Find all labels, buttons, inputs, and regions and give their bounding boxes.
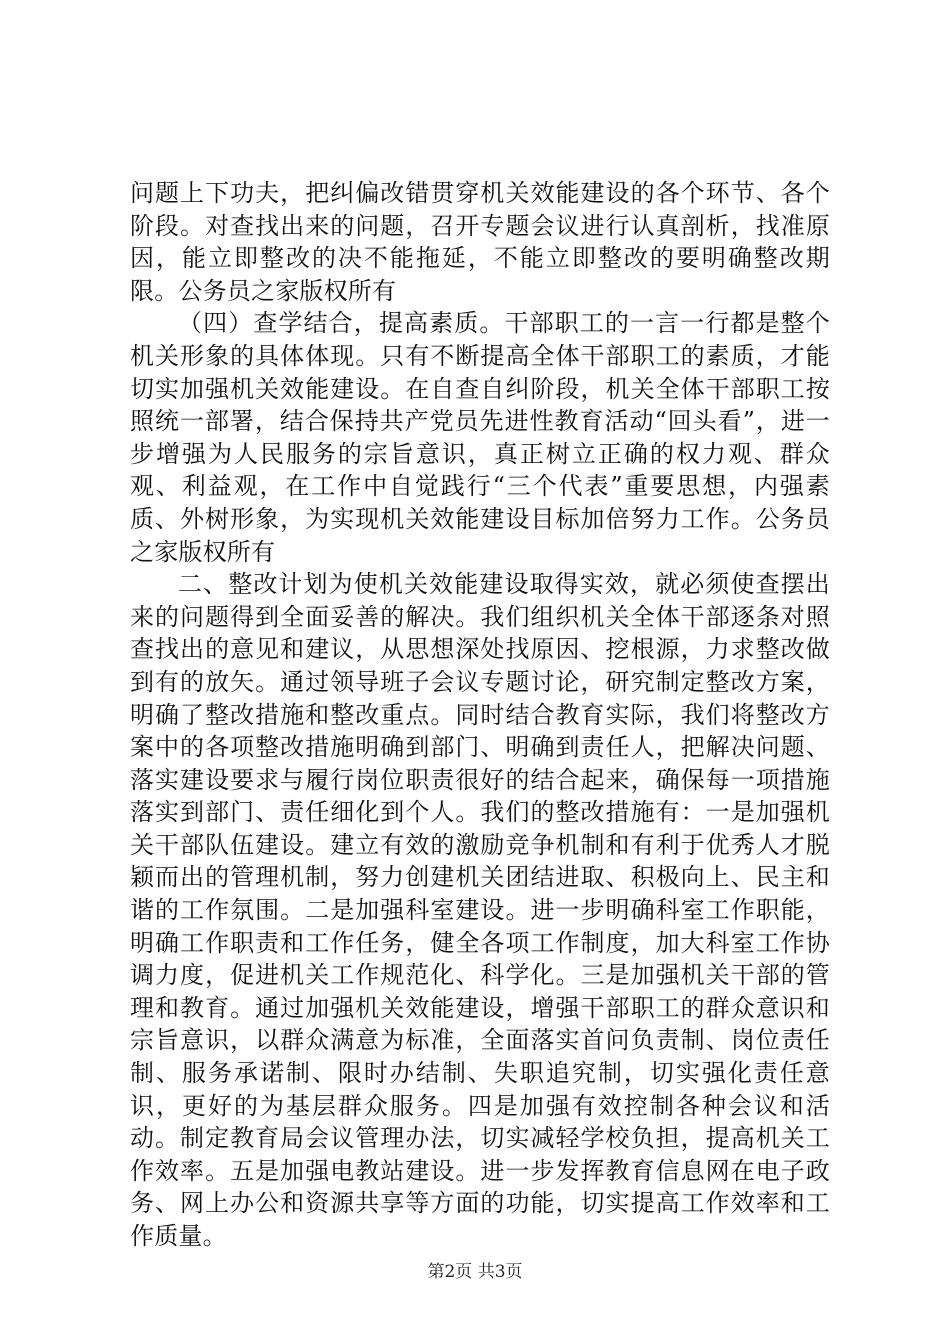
paragraph-rectification-plan: 二、整改计划为使机关效能建设取得实效，就必须使查摆出来的问题得到全面妥善的解决。我们组织机关全体干部逐条对照查找出的意见和建议，从思想深处找原因、挖根源，力求整改做到有的放矢。通过领导班子会议专题讨论，研究制定整改方案，明确了整改措施和整改重点。同时结合教育实际，我们将整改方案中的各项整改措施明确到部门、明确到责任人，把解决问题、落实建设要求与履行岗位职责很好的结合起来，确保每一项措施落实到部门、责任细化到个人。我们的整改措施有：一是加强机关干部队伍建设。建立有效的激励竞争机制和有利于优秀人才脱颖而出的管理机制，努力创建机关团结进取、积极向上、民主和谐的工作氛围。二是加强科室建设。进一步明确科室工作职能，明确工作职责和工作任务，健全各项工作制度，加大科室工作协调力度，促进机关工作规范化、科学化。三是加强机关干部的管理和教育。通过加强机关效能建设，增强干部职工的群众意识和宗旨意识，以群众满意为标准，全面落实首问负责制、岗位责任制、服务承诺制、限时办结制、失职追究制，切实强化责任意识，更好的为基层群众服务。四是加强有效控制各种会议和活动。制定教育局会议管理办法，切实减轻学校负担，提高机关工作效率。五是加强电教站建设。进一步发挥教育信息网在电子政务、网上办公和资源共享等方面的功能，切实提高工作效率和工作质量。 [130,570,830,1250]
paragraph-continuation: 问题上下功夫，把纠偏改错贯穿机关效能建设的各个环节、各个阶段。对查找出来的问题，召开专题会议进行认真剖析，找准原因，能立即整改的决不能拖延，不能立即整改的要明确整改期限。公务员之家版权所有 [130,179,830,305]
paragraph-section-four: （四）查学结合，提高素质。干部职工的一言一行都是整个机关形象的具体体现。只有不断提高全体干部职工的素质，才能切实加强机关效能建设。在自查自纠阶段，机关全体干部职工按照统一部署，结合保持共产党员先进性教育活动“回头看”，进一步增强为人民服务的宗旨意识，真正树立正确的权力观、群众观、利益观，在工作中自觉践行“三个代表”重要思想，内强素质、外树形象，为实现机关效能建设目标加倍努力工作。公务员之家版权所有 [130,309,830,566]
document-body [130,177,830,1253]
page-number-footer: 第2页 共3页 [427,1262,523,1282]
